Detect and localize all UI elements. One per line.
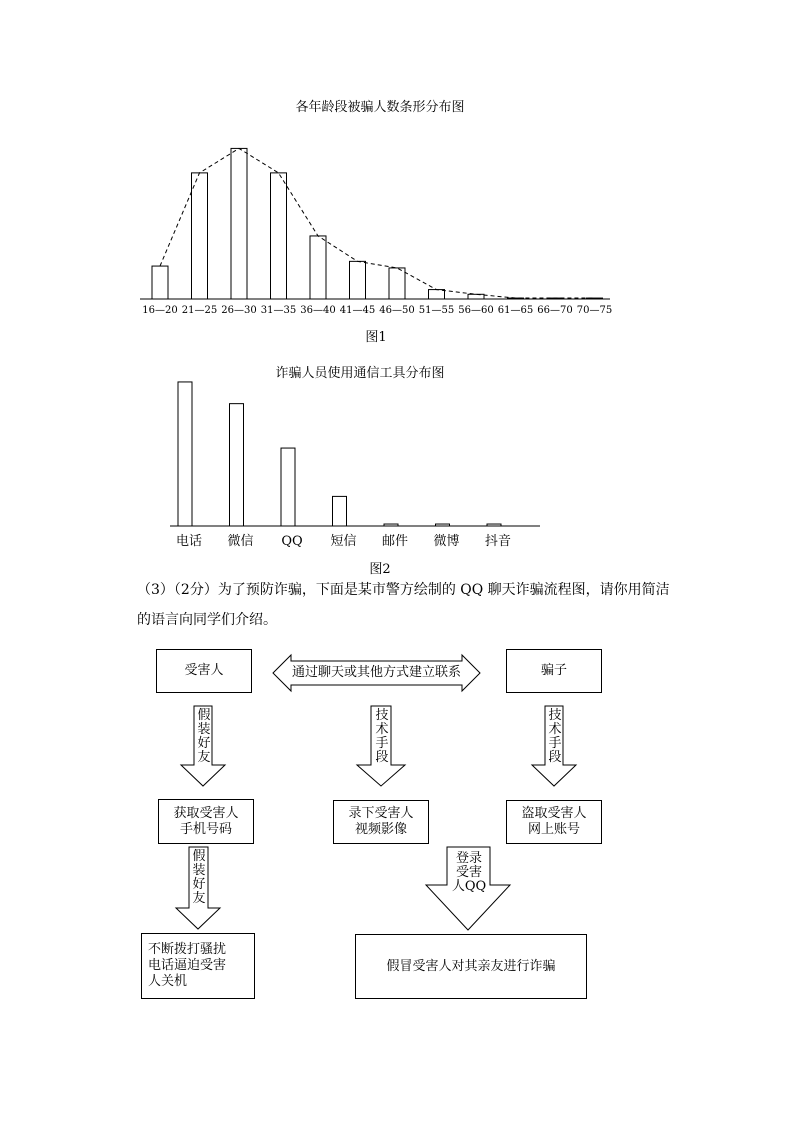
tick-label-5: 微博	[433, 534, 460, 549]
steal-account-box: 盗取受害人 网上账号	[506, 800, 602, 844]
arrow5-label: 登录 受害 人QQ	[451, 851, 487, 894]
record-video-box: 录下受害人 视频影像	[333, 800, 429, 844]
chart1-caption: 图1	[365, 330, 387, 345]
scammer-box	[506, 649, 602, 693]
tick-label-6: 抖音	[484, 534, 512, 549]
arrow1-label: 假 装 好 友	[197, 708, 211, 765]
scammer-label: 骗子	[540, 663, 567, 678]
tick-label-1: 21—25	[181, 305, 218, 316]
tick-label-7: 51—55	[418, 305, 455, 316]
tick-label-10: 66—70	[537, 305, 573, 316]
tick-label-1: 微信	[227, 534, 254, 549]
tick-label-2: 26—30	[221, 305, 257, 316]
tick-label-4: 36—40	[300, 305, 336, 316]
question-line-1: （3）（2分）为了预防诈骗，下面是某市警方绘制的 QQ 聊天诈骗流程图，请你用简洁	[137, 582, 670, 598]
tick-label-5: 41—45	[339, 305, 376, 316]
chart1-title: 各年龄段被骗人数条形分布图	[295, 100, 465, 115]
link-label: 通过聊天或其他方式建立联系	[291, 665, 461, 680]
harass-call-box: 不断拨打骚扰 电话逼迫受害 人关机	[141, 933, 255, 999]
get-phone-box: 获取受害人 手机号码	[158, 799, 254, 844]
tick-label-0: 16—20	[142, 305, 178, 316]
tick-label-4: 邮件	[381, 534, 409, 549]
tick-label-2: QQ	[281, 534, 303, 549]
impersonate-label: 假冒受害人对其亲友进行诈骗	[386, 958, 556, 974]
tick-label-3: 31—35	[260, 305, 297, 316]
arrow3-label: 技 术 手 段	[548, 708, 562, 765]
tick-label-9: 61—65	[497, 305, 534, 316]
victim-label: 受害人	[184, 663, 224, 678]
chart2-caption: 图2	[369, 562, 391, 577]
tick-label-8: 56—60	[458, 305, 494, 316]
impersonate-box	[355, 934, 587, 999]
victim-box	[156, 649, 252, 693]
tick-label-3: 短信	[330, 534, 357, 549]
tick-label-11: 70—75	[576, 305, 613, 316]
question-line-2: 的语言向同学们介绍。	[137, 612, 277, 628]
arrow2-label: 技 术 手 段	[375, 708, 389, 765]
tick-label-0: 电话	[175, 534, 203, 549]
chart2-title: 诈骗人员使用通信工具分布图	[275, 366, 445, 381]
arrow4-label: 假 装 好 友	[192, 849, 206, 906]
tick-label-6: 46—50	[379, 305, 415, 316]
